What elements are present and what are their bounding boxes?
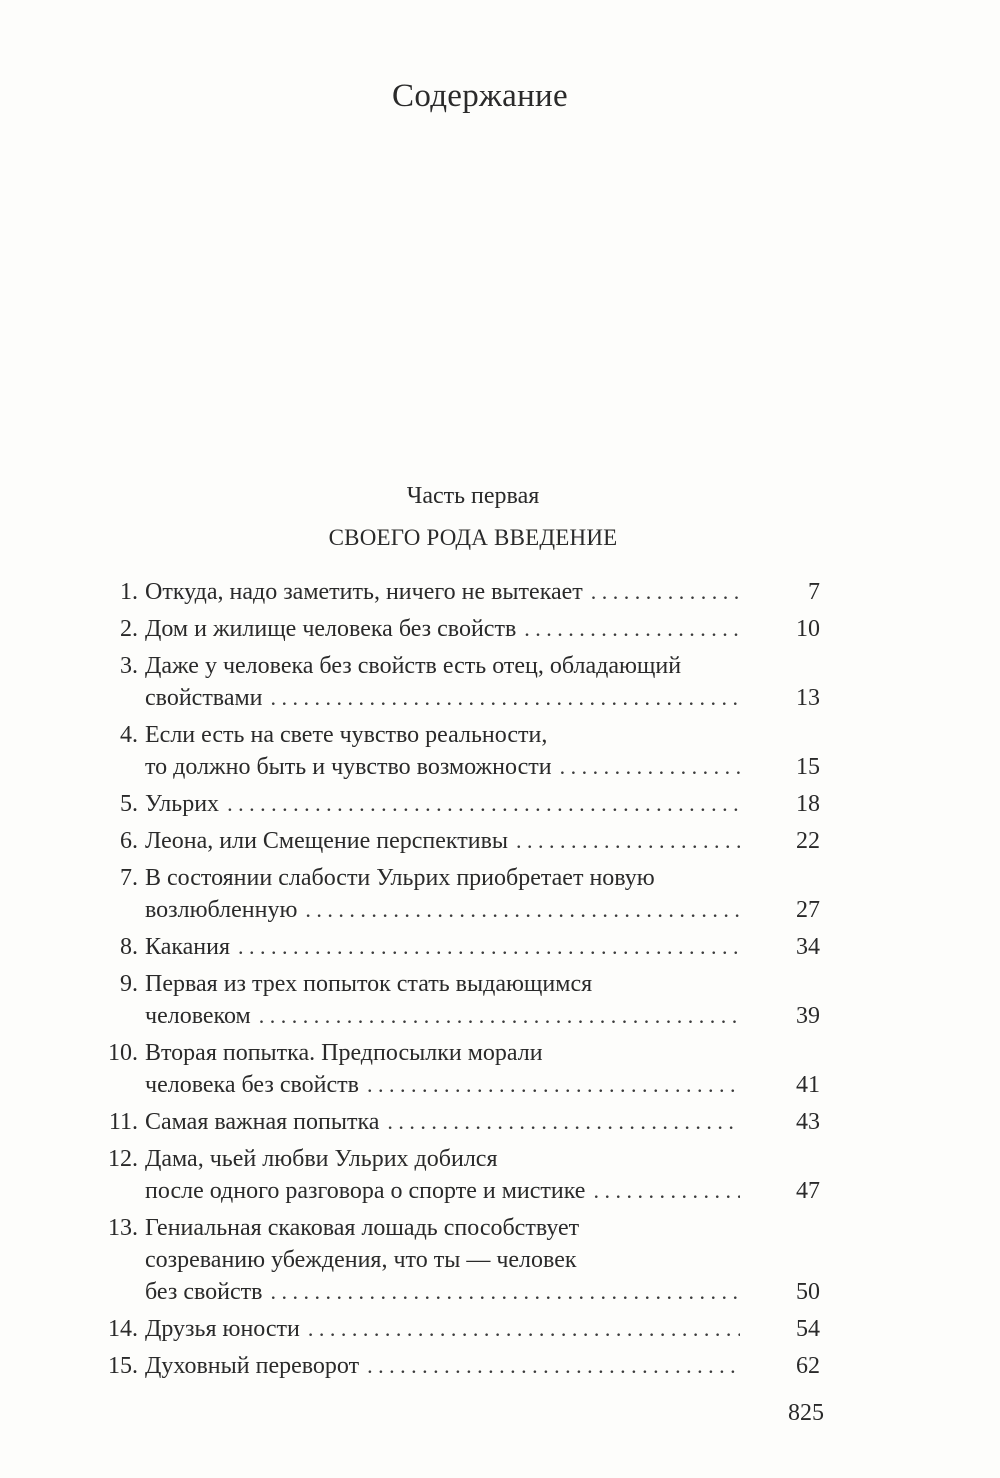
toc-entry-line (0, 894, 1000, 926)
dot-leader (259, 1000, 740, 1032)
chapter-title: Гениальная скаковая лошадь способствует (145, 1215, 580, 1241)
toc-entry-line (0, 682, 1000, 714)
toc-entry-line (0, 788, 1000, 820)
chapter-number: 8. (120, 934, 138, 960)
page-reference: 62 (796, 1353, 820, 1379)
chapter-title: человека без свойств (145, 1072, 359, 1098)
page-reference: 27 (796, 897, 820, 923)
chapter-number: 15. (108, 1353, 138, 1379)
toc-entry[interactable] (0, 788, 1000, 820)
toc-entry-line (0, 1106, 1000, 1138)
toc-entry[interactable] (0, 613, 1000, 645)
dot-leader (591, 576, 740, 608)
dot-leader (387, 1106, 740, 1138)
page-reference: 34 (796, 934, 820, 960)
chapter-title: Если есть на свете чувство реальности, (145, 722, 548, 748)
dot-leader (367, 1069, 740, 1101)
page-reference: 13 (796, 685, 820, 711)
toc-entry[interactable] (0, 931, 1000, 963)
toc-entry-line (0, 1313, 1000, 1345)
chapter-number: 3. (120, 653, 138, 679)
part-title: Часть первая (406, 483, 540, 509)
toc-entry-line (0, 825, 1000, 857)
chapter-title: Даже у человека без свойств есть отец, обладающий (145, 653, 682, 679)
chapter-title: то должно быть и чувство возможности (145, 754, 552, 780)
chapter-title: Самая важная попытка (145, 1109, 380, 1135)
chapter-title: без свойств (145, 1279, 263, 1305)
toc-entry[interactable] (0, 719, 1000, 783)
toc-entry-line (0, 1037, 1000, 1069)
chapter-number: 13. (108, 1215, 138, 1241)
chapter-title: после одного разговора о спорте и мистике (145, 1178, 586, 1204)
chapter-title: возлюбленную (145, 897, 298, 923)
chapter-number: 10. (108, 1040, 138, 1066)
toc-entry[interactable] (0, 1350, 1000, 1382)
toc-entry-line (0, 719, 1000, 751)
toc-entry[interactable] (0, 576, 1000, 608)
chapter-number: 6. (120, 828, 138, 854)
chapter-number: 1. (120, 579, 138, 605)
chapter-title: Ульрих (145, 791, 220, 817)
chapter-number: 9. (120, 971, 138, 997)
dot-leader (524, 613, 740, 645)
part-subtitle: СВОЕГО РОДА ВВЕДЕНИЕ (328, 525, 618, 550)
page-reference: 54 (796, 1316, 820, 1342)
dot-leader (367, 1350, 740, 1382)
page-reference: 47 (796, 1178, 820, 1204)
page-number: 825 (788, 1400, 824, 1426)
chapter-title: Какания (145, 934, 231, 960)
toc-entry-line (0, 1212, 1000, 1244)
toc-entry-line (0, 1000, 1000, 1032)
dot-leader (308, 1313, 740, 1345)
dot-leader (271, 682, 740, 714)
dot-leader (270, 1276, 740, 1308)
page-reference: 15 (796, 754, 820, 780)
chapter-title: Дама, чьей любви Ульрих добился (145, 1146, 498, 1172)
toc-entry-line (0, 650, 1000, 682)
chapter-title: Первая из трех попыток стать выдающимся (145, 971, 593, 997)
chapter-title: Друзья юности (145, 1316, 300, 1342)
toc-entry-line (0, 968, 1000, 1000)
toc-entry-line (0, 931, 1000, 963)
toc-entry-line (0, 1244, 1000, 1276)
chapter-number: 4. (120, 722, 138, 748)
page-reference: 43 (796, 1109, 820, 1135)
toc-entry[interactable] (0, 1106, 1000, 1138)
toc-entry-line (0, 862, 1000, 894)
page-title: Содержание (392, 78, 568, 114)
toc-entry[interactable] (0, 1212, 1000, 1308)
toc-entry[interactable] (0, 825, 1000, 857)
toc-entry-line (0, 1143, 1000, 1175)
table-of-contents (0, 576, 1000, 1387)
chapter-title: Дом и жилище человека без свойств (145, 616, 517, 642)
chapter-title: Откуда, надо заметить, ничего не вытекает (145, 579, 583, 605)
page-reference: 22 (796, 828, 820, 854)
dot-leader (516, 825, 740, 857)
chapter-title: Леона, или Смещение перспективы (145, 828, 509, 854)
toc-entry[interactable] (0, 1037, 1000, 1101)
toc-entry-line (0, 1350, 1000, 1382)
dot-leader (305, 894, 740, 926)
toc-entry-line (0, 1276, 1000, 1308)
chapter-number: 7. (120, 865, 138, 891)
toc-entry-line (0, 1175, 1000, 1207)
toc-entry[interactable] (0, 1313, 1000, 1345)
page-reference: 7 (808, 579, 820, 605)
page-reference: 39 (796, 1003, 820, 1029)
chapter-number: 12. (108, 1146, 138, 1172)
chapter-title: человеком (145, 1003, 251, 1029)
dot-leader (560, 751, 740, 783)
page-reference: 10 (796, 616, 820, 642)
chapter-title: созреванию убеждения, что ты — человек (145, 1247, 577, 1273)
toc-entry[interactable] (0, 650, 1000, 714)
toc-entry[interactable] (0, 1143, 1000, 1207)
dot-leader (238, 931, 740, 963)
dot-leader (227, 788, 740, 820)
chapter-number: 2. (120, 616, 138, 642)
chapter-number: 14. (108, 1316, 138, 1342)
toc-entry[interactable] (0, 968, 1000, 1032)
toc-entry-line (0, 613, 1000, 645)
chapter-title: свойствами (145, 685, 263, 711)
chapter-title: Духовный переворот (145, 1353, 360, 1379)
page-reference: 41 (796, 1072, 820, 1098)
toc-entry[interactable] (0, 862, 1000, 926)
toc-entry-line (0, 751, 1000, 783)
chapter-number: 5. (120, 791, 138, 817)
page-reference: 50 (796, 1279, 820, 1305)
chapter-title: Вторая попытка. Предпосылки морали (145, 1040, 543, 1066)
toc-entry-line (0, 576, 1000, 608)
dot-leader (593, 1175, 740, 1207)
chapter-number: 11. (108, 1109, 138, 1135)
page-reference: 18 (796, 791, 820, 817)
toc-entry-line (0, 1069, 1000, 1101)
chapter-title: В состоянии слабости Ульрих приобретает новую (145, 865, 655, 891)
